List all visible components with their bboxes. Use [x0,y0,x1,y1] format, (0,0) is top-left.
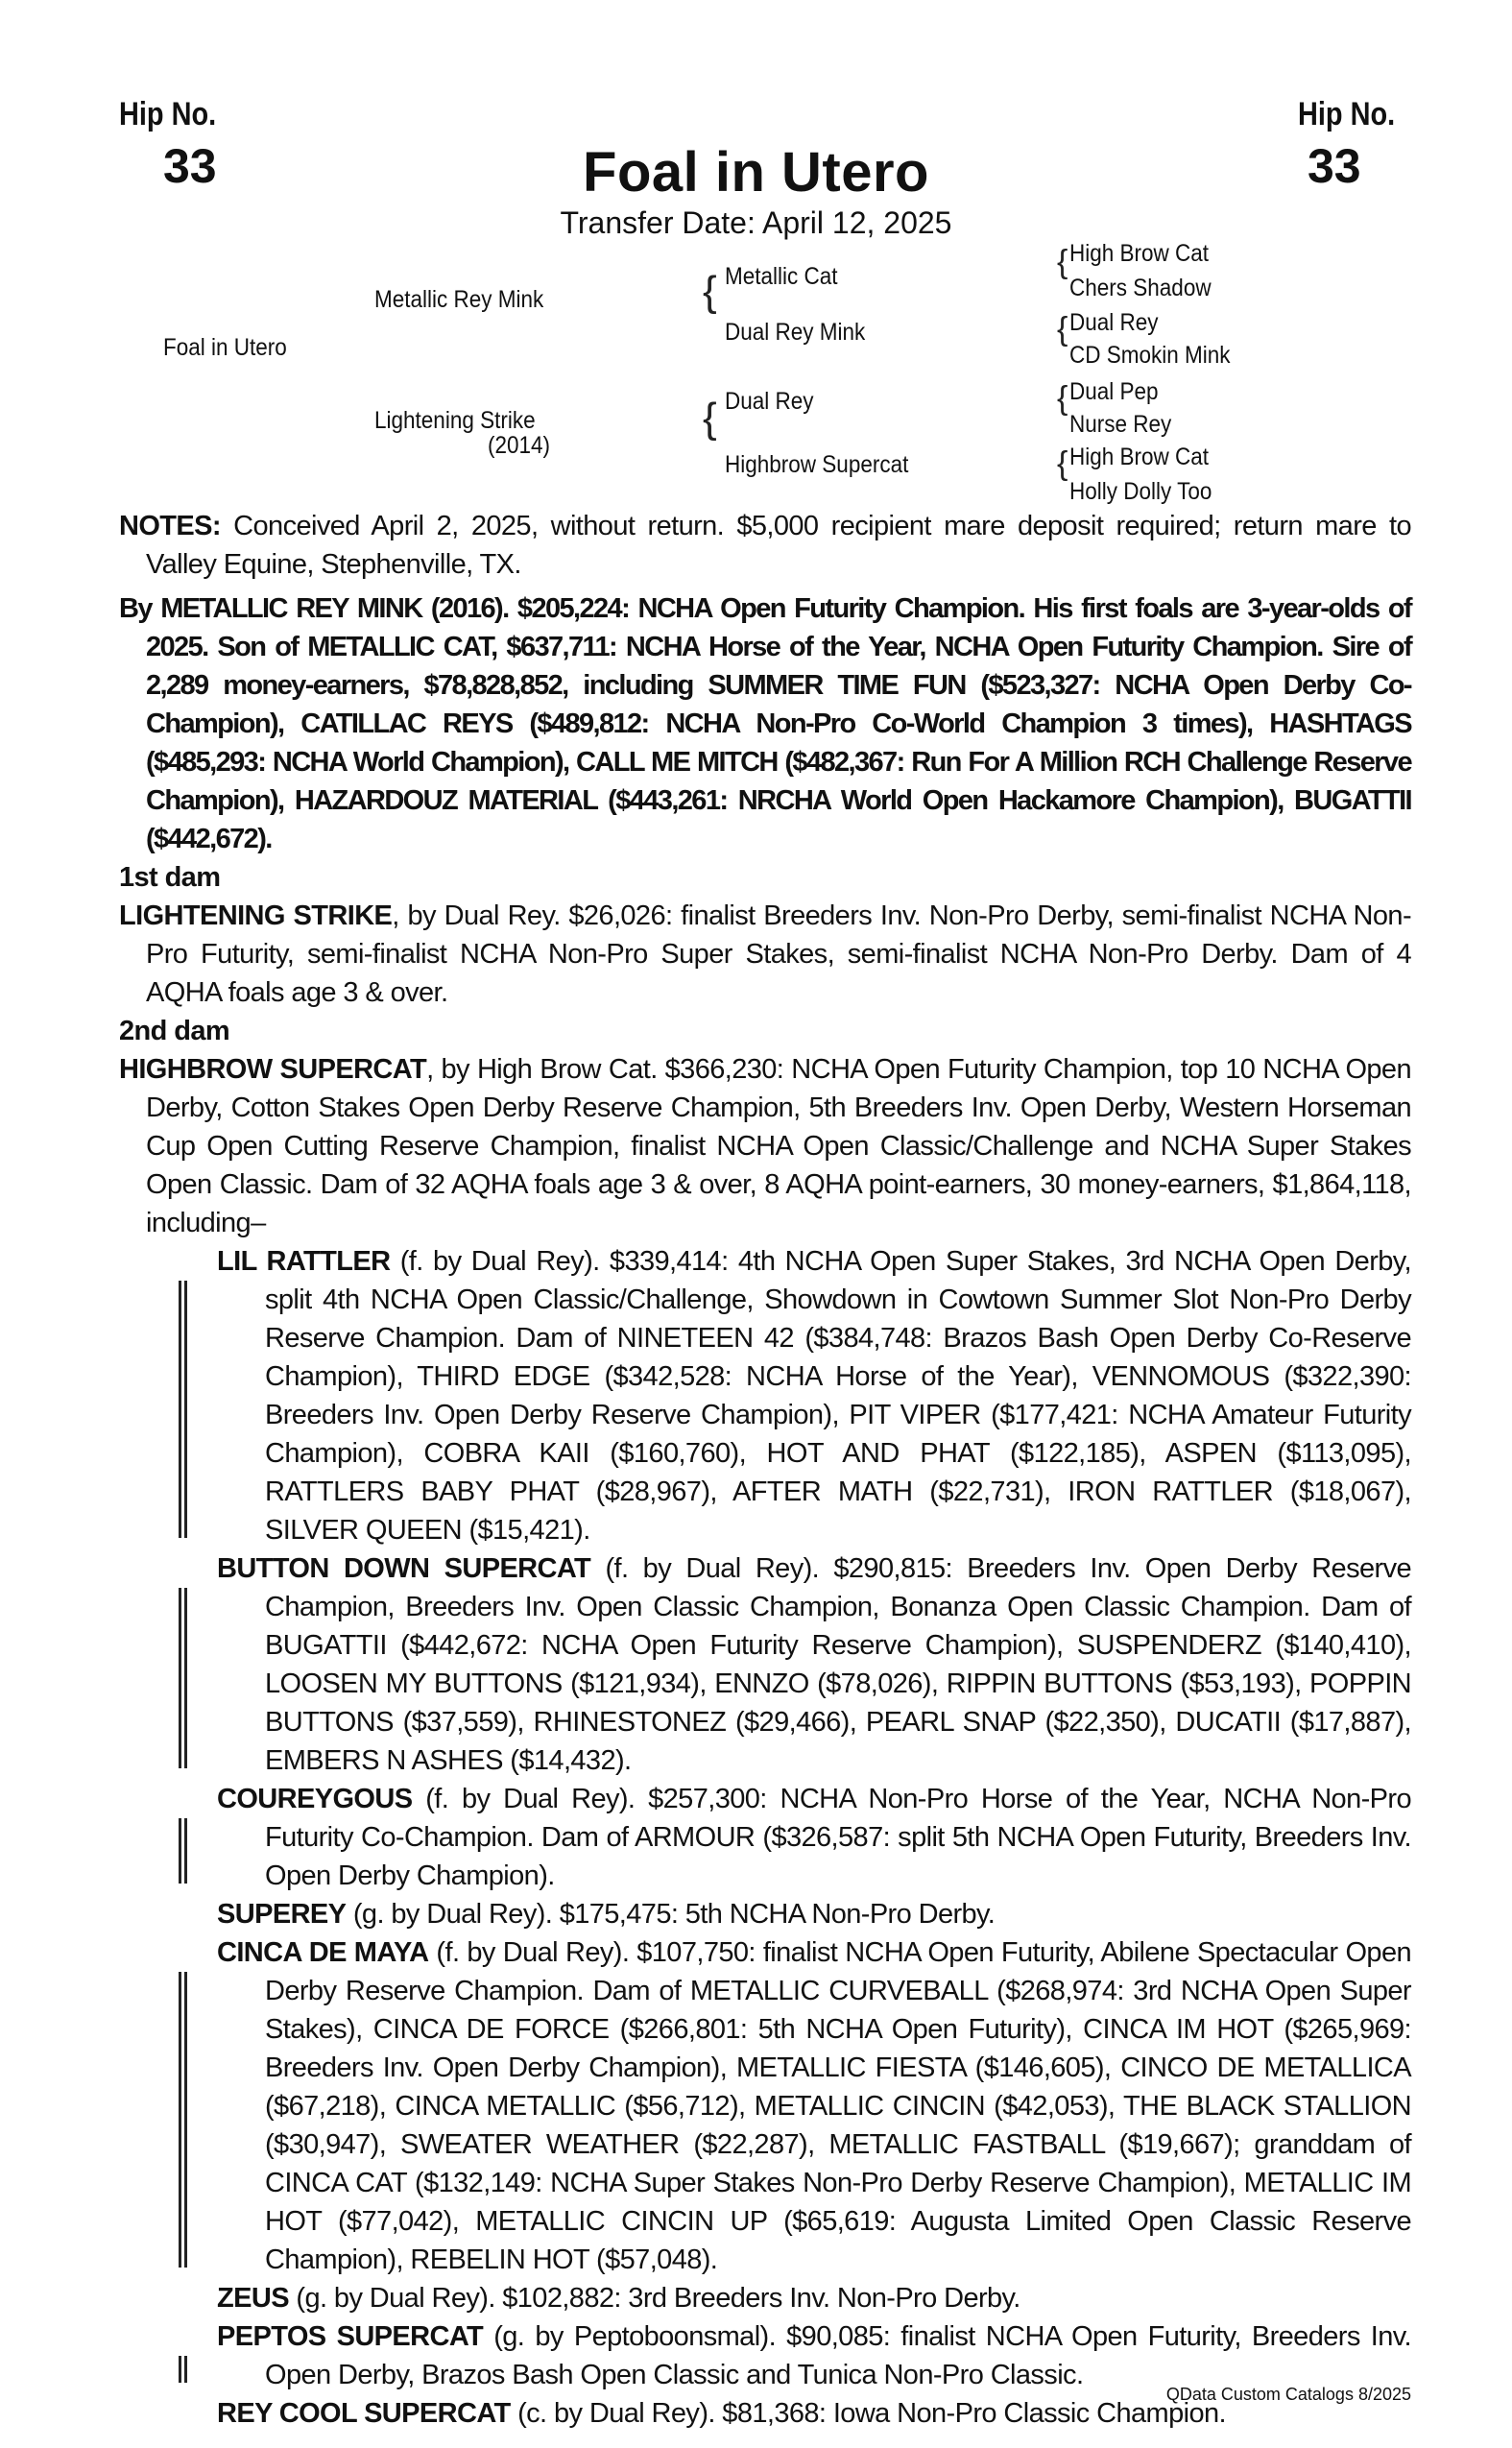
notes-label: NOTES: [119,511,221,541]
produce-name: REY COOL SUPERCAT [217,2398,511,2429]
produce-text: (f. by Dual Rey). $257,300: NCHA Non-Pro Horse of the Year, NCHA Non-Pro Futurity Co-Champion. Dam of ARMOUR ($326,587: split 5th NCHA Open Futurity, Breeders Inv. Open Derby Champion). [265,1784,1411,1891]
production-bar-icon [179,1972,187,2268]
produce-name: PEPTOS SUPERCAT [217,2321,484,2352]
first-dam-paragraph [119,897,1411,1012]
pedigree-subject: Foal in Utero [163,334,287,361]
produce-text: (g. by Dual Rey). $102,882: 3rd Breeders Inv. Non-Pro Derby. [288,2283,1020,2314]
produce-name: COUREYGOUS [217,1784,413,1814]
transfer-date: Transfer Date: April 12, 2025 [560,205,952,240]
produce-name: CINCA DE MAYA [217,1937,429,1968]
pedigree-dam-year: (2014) [488,432,551,459]
second-dam-text: , by High Brow Cat. $366,230: NCHA Open Futurity Champion, top 10 NCHA Open Derby, Cotton Stakes Open Derby Reserve Champion, 5th Breeders Inv. Open Derby, Western Horseman Cup Open Cutting Reserve Champion, finalist NCHA Open Classic/Challenge and NCHA Super Stakes Open Classic. Dam of 32 AQHA foals age 3 & over, 8 AQHA point-earners, 30 money-earners, $1,864,118, including– [146,1054,1411,1238]
pedigree-ggen: Chers Shadow [1069,275,1212,301]
dam-brace-icon: { [703,395,717,442]
gg-brace-icon: { [1057,244,1068,280]
production-bar-icon [179,2356,187,2383]
pedigree-ggen: CD Smokin Mink [1069,342,1231,369]
pedigree-dam: Lightening Strike [374,407,536,434]
first-dam-heading: 1st dam [119,862,221,893]
hip-number-left: 33 [163,139,217,193]
produce-item [119,1780,1411,1895]
pedigree-sire-sire: Metallic Cat [725,263,838,290]
first-dam-text: , by Dual Rey. $26,026: finalist Breeders Inv. Non-Pro Derby, semi-finalist NCHA Non-Pro Futurity, semi-finalist NCHA Non-Pro Super Stakes, semi-finalist NCHA Non-Pro Derby. Dam of 4 AQHA foals age 3 & over. [146,900,1411,1008]
produce-name: SUPEREY [217,1899,347,1930]
pedigree-ggen: Dual Rey [1069,309,1159,336]
notes-text: Conceived April 2, 2025, without return. $5,000 recipient mare deposit required; return mare to Valley Equine, Stephenville, TX. [146,511,1411,580]
production-bar-icon [179,1818,187,1884]
pedigree-ggen: High Brow Cat [1069,240,1210,267]
notes-paragraph [119,507,1411,584]
produce-name: LIL RATTLER [217,1246,391,1277]
pedigree-ggen: Holly Dolly Too [1069,478,1212,505]
hip-label-left: Hip No. [119,96,217,132]
produce-text: (f. by Dual Rey). $290,815: Breeders Inv. Open Derby Reserve Champion, Breeders Inv. Open Classic Champion, Bonanza Open Classic Champion. Dam of BUGATTII ($442,672: NCHA Open Futurity Reserve Champion), SUSPENDERZ ($140,410), LOOSEN MY BUTTONS ($121,934), ENNZO ($78,026), RIPPIN BUTTONS ($53,193), POPPIN BUTTONS ($37,559), RHINESTONEZ ($29,466), PEARL SNAP ($22,350), DUCATII ($17,887), EMBERS N ASHES ($14,432). [265,1553,1412,1776]
second-dam-name: HIGHBROW SUPERCAT [119,1054,427,1085]
produce-name: BUTTON DOWN SUPERCAT [217,1553,591,1584]
gg-brace-icon: { [1057,380,1068,417]
produce-text: (g. by Dual Rey). $175,475: 5th NCHA Non-Pro Derby. [346,1899,996,1930]
page-title: Foal in Utero [583,141,929,204]
gg-brace-icon: { [1057,445,1068,482]
pedigree-sire: Metallic Rey Mink [374,286,544,313]
hip-label-right: Hip No. [1298,96,1396,132]
production-bar-icon [179,1281,187,1538]
catalog-body [119,507,1411,2433]
pedigree-dam-sire: Dual Rey [725,388,814,415]
produce-text: (c. by Dual Rey). $81,368: Iowa Non-Pro Classic Champion. [510,2398,1226,2429]
first-dam-name: LIGHTENING STRIKE [119,900,393,931]
produce-item [119,2279,1411,2317]
sire-brace-icon: { [703,268,717,315]
produce-name: ZEUS [217,2283,289,2314]
pedigree-ggen: Nurse Rey [1069,411,1172,438]
pedigree-dam-dam: Highbrow Supercat [725,451,909,478]
produce-text: (f. by Dual Rey). $107,750: finalist NCHA Open Futurity, Abilene Spectacular Open Derby Reserve Champion. Dam of METALLIC CURVEBALL ($268,974: 3rd NCHA Open Super Stakes), CINCA DE FORCE ($266,801: 5th NCHA Open Futurity), CINCA IM HOT ($265,969: Breeders Inv. Open Derby Champion), METALLIC FIESTA ($146,605), CINCO DE METALLICA ($67,218), CINCA METALLIC ($56,712), METALLIC CINCIN ($42,053), THE BLACK STALLION ($30,947), SWEATER WEATHER ($22,287), METALLIC FASTBALL ($19,667); granddam of CINCA CAT ($132,149: NCHA Super Stakes Non-Pro Derby Reserve Champion), METALLIC IM HOT ($77,042), METALLIC CINCIN UP ($65,619: Augusta Limited Open Classic Reserve Champion), REBELIN HOT ($57,048). [265,1937,1411,2275]
produce-text: (f. by Dual Rey). $339,414: 4th NCHA Open Super Stakes, 3rd NCHA Open Derby, split 4th NCHA Open Classic/Challenge, Showdown in Cowtown Summer Slot Non-Pro Derby Reserve Champion. Dam of NINETEEN 42 ($384,748: Brazos Bash Open Derby Co-Reserve Champion), THIRD EDGE ($342,528: NCHA Horse of the Year), VENNOMOUS ($322,390: Breeders Inv. Open Derby Reserve Champion), PIT VIPER ($177,421: NCHA Amateur Futurity Champion), COBRA KAII ($160,760), HOT AND PHAT ($122,185), ASPEN ($113,095), RATTLERS BABY PHAT ($28,967), AFTER MATH ($22,731), IRON RATTLER ($18,067), SILVER QUEEN ($15,421). [265,1246,1411,1546]
pedigree-sire-dam: Dual Rey Mink [725,319,866,346]
produce-item [119,1242,1411,1549]
hip-number-right: 33 [1308,139,1361,193]
second-dam-heading: 2nd dam [119,1016,230,1046]
gg-brace-icon: { [1057,311,1068,348]
production-bar-icon [179,1588,187,1768]
produce-text: (g. by Peptoboonsmal). $90,085: finalist NCHA Open Futurity, Breeders Inv. Open Derby, Brazos Bash Open Classic and Tunica Non-Pro Classic. [265,2321,1411,2390]
sire-paragraph: By METALLIC REY MINK (2016). $205,224: NCHA Open Futurity Champion. His first foals are 3-year-olds of 2025. Son of METALLIC CAT, $637,711: NCHA Horse of the Year, NCHA Open Futurity Champion. Sire of 2,289 money-earners, $78,828,852, including SUMMER TIME FUN ($523,327: NCHA Open Derby Co-Champion), CATILLAC REYS ($489,812: NCHA Non-Pro Co-World Champion 3 times), HASHTAGS ($485,293: NCHA World Champion), CALL ME MITCH ($482,367: Run For A Million RCH Challenge Reserve Champion), HAZARDOUZ MATERIAL ($443,261: NRCHA World Open Hackamore Champion), BUGATTII ($442,672). [119,593,1411,854]
produce-item [119,2317,1411,2394]
produce-item [119,1895,1411,1933]
produce-item [119,1549,1411,1780]
pedigree-ggen: Dual Pep [1069,378,1159,405]
second-dam-paragraph [119,1050,1411,1242]
pedigree-ggen: High Brow Cat [1069,444,1210,470]
produce-item [119,1933,1411,2279]
footer-credit: QData Custom Catalogs 8/2025 [1165,2385,1411,2404]
